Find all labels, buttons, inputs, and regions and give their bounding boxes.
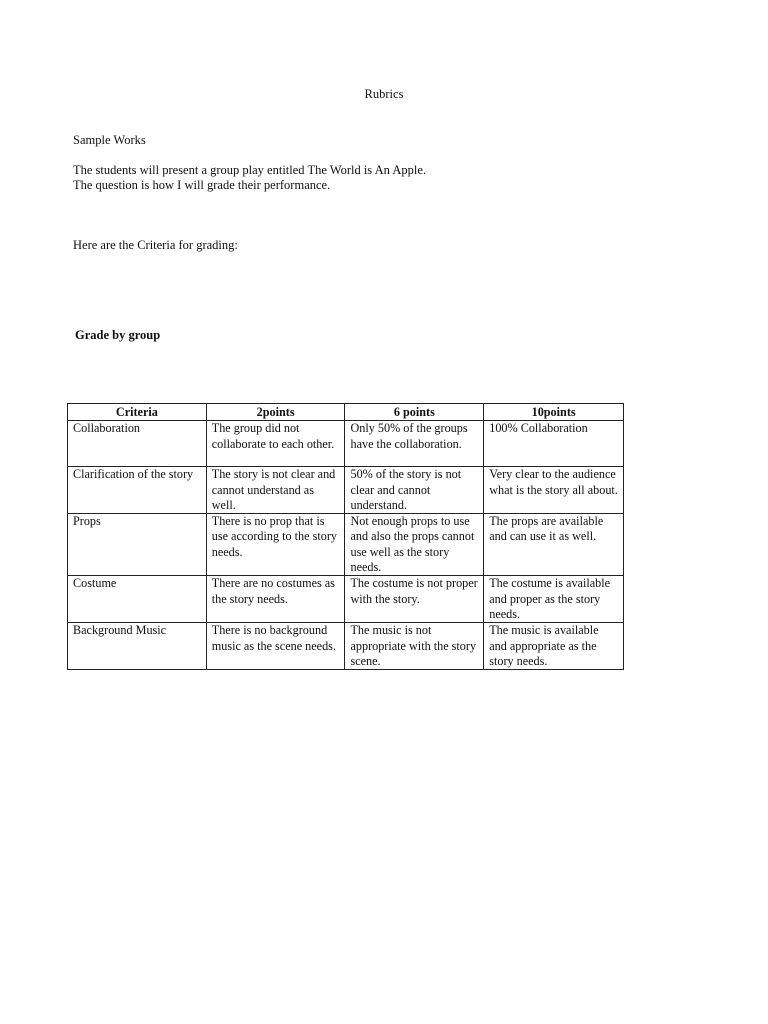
header-criteria: Criteria <box>68 404 207 421</box>
header-2-points: 2points <box>206 404 345 421</box>
six-points-cell: 50% of the story is not clear and cannot understand. <box>345 467 484 514</box>
criteria-cell: Props <box>68 514 207 576</box>
criteria-cell: Collaboration <box>68 421 207 467</box>
table-row <box>68 421 624 467</box>
table-row <box>68 576 624 623</box>
criteria-cell: Clarification of the story <box>68 467 207 514</box>
six-points-cell: Not enough props to use and also the props cannot use well as the story needs. <box>345 514 484 576</box>
six-points-cell: Only 50% of the groups have the collaboration. <box>345 421 484 467</box>
ten-points-cell: The props are available and can use it as well. <box>484 514 624 576</box>
table-row <box>68 514 624 576</box>
criteria-cell: Background Music <box>68 623 207 670</box>
six-points-cell: The costume is not proper with the story. <box>345 576 484 623</box>
ten-points-cell: 100% Collaboration <box>484 421 624 467</box>
document-title: Rubrics <box>364 87 404 101</box>
ten-points-cell: The music is available and appropriate as the story needs. <box>484 623 624 670</box>
grade-heading: Grade by group <box>75 328 161 342</box>
ten-points-cell: The costume is available and proper as the story needs. <box>484 576 624 623</box>
two-points-cell: There are no costumes as the story needs. <box>206 576 345 623</box>
two-points-cell: There is no prop that is use according to the story needs. <box>206 514 345 576</box>
table-row <box>68 467 624 514</box>
intro-line-1: The students will present a group play entitled The World is An Apple. <box>73 163 426 177</box>
criteria-intro: Here are the Criteria for grading: <box>73 238 238 252</box>
six-points-cell: The music is not appropriate with the story scene. <box>345 623 484 670</box>
two-points-cell: The group did not collaborate to each other. <box>206 421 345 467</box>
header-10-points: 10points <box>484 404 624 421</box>
sample-heading: Sample Works <box>73 133 146 147</box>
header-6-points: 6 points <box>345 404 484 421</box>
table-row <box>68 623 624 670</box>
table-header-row <box>68 404 624 421</box>
criteria-cell: Costume <box>68 576 207 623</box>
two-points-cell: There is no background music as the scene needs. <box>206 623 345 670</box>
rubric-table <box>67 403 624 670</box>
intro-line-2: The question is how I will grade their performance. <box>73 178 331 192</box>
ten-points-cell: Very clear to the audience what is the story all about. <box>484 467 624 514</box>
two-points-cell: The story is not clear and cannot understand as well. <box>206 467 345 514</box>
